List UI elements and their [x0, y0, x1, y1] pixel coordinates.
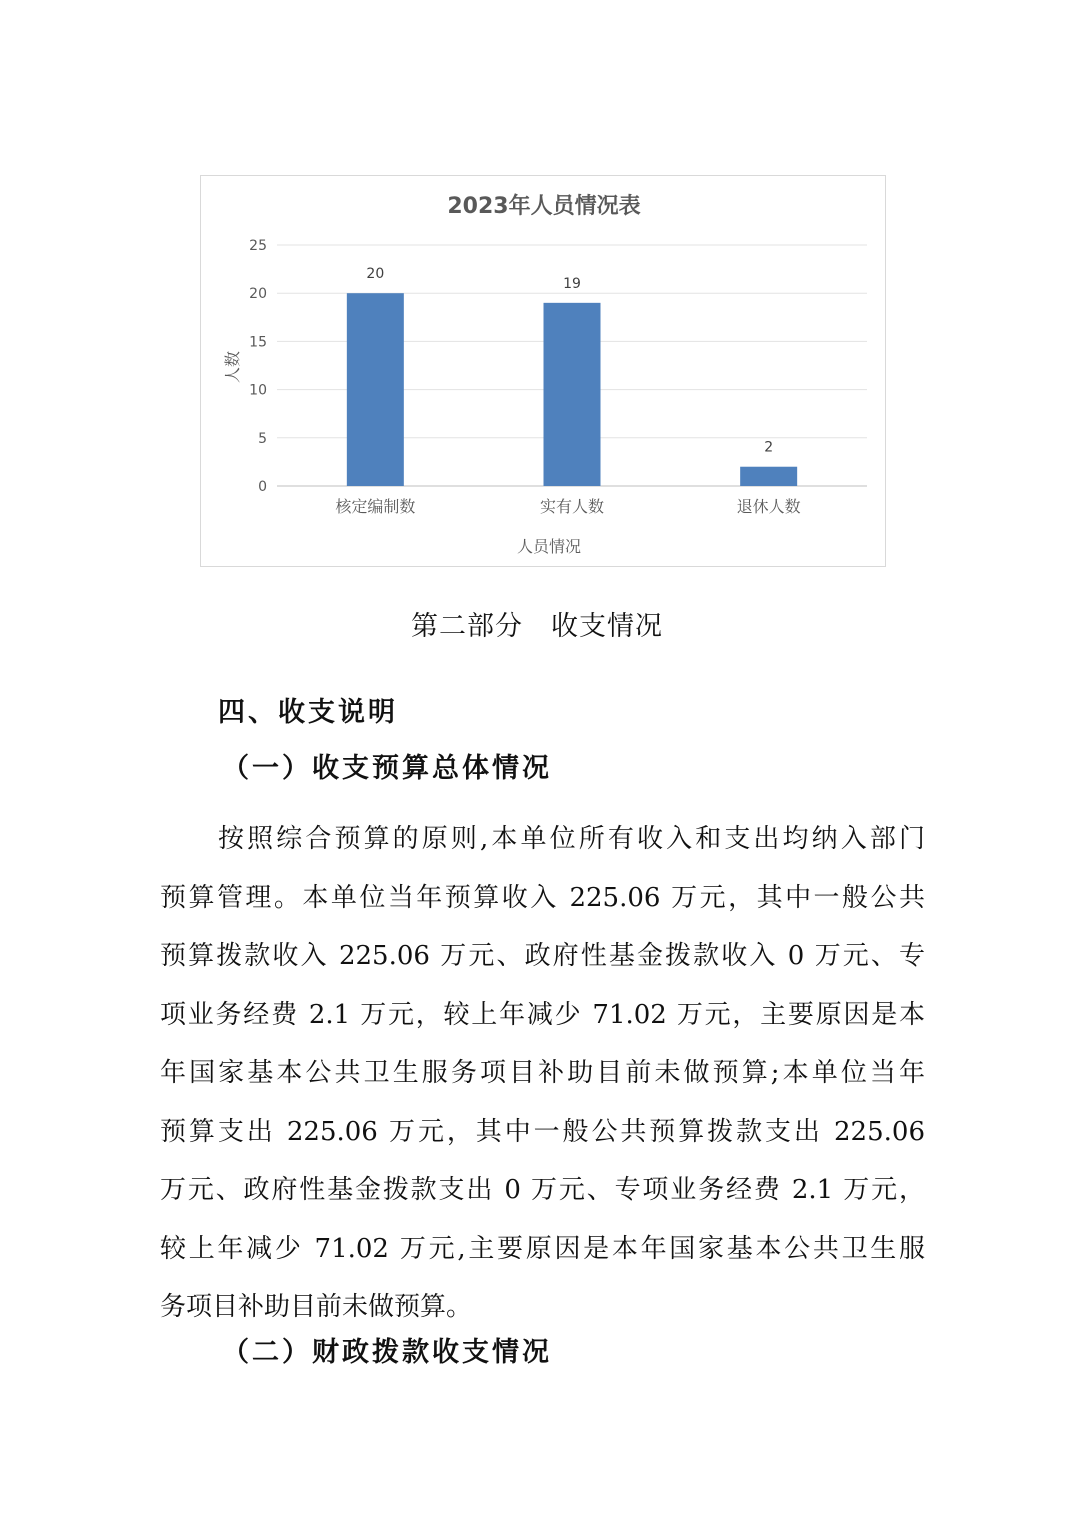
paragraph-line: 项业务经费 2.1 万元，较上年减少 71.02 万元，主要原因是本	[160, 999, 925, 1030]
bar	[347, 293, 404, 486]
data-label: 19	[563, 275, 581, 292]
paragraph-line: 预算管理。本单位当年预算收入 225.06 万元，其中一般公共	[160, 882, 925, 913]
y-tick-label: 20	[249, 286, 267, 303]
x-axis-title: 人员情况	[516, 537, 582, 556]
y-tick-label: 15	[249, 334, 267, 351]
paragraph-line: 万元、政府性基金拨款支出 0 万元、专项业务经费 2.1 万元，	[160, 1175, 925, 1205]
paragraph-line: 较上年减少 71.02 万元,主要原因是本年国家基本公共卫生服	[160, 1233, 925, 1264]
x-tick-label: 核定编制数	[335, 497, 416, 516]
paragraph-line: 务项目补助目前未做预算。	[160, 1292, 473, 1322]
x-tick-label: 退休人数	[736, 497, 801, 516]
part-title: 第二部分 收支情况	[411, 611, 663, 642]
budget-paragraph	[160, 810, 925, 1337]
paragraph-line: 预算支出 225.06 万元，其中一般公共预算拨款支出 225.06	[160, 1116, 925, 1147]
y-axis-title: 人数	[223, 350, 242, 384]
chart-title: 2023年人员情况表	[447, 194, 641, 219]
bar	[740, 467, 797, 486]
y-tick-label: 10	[249, 382, 267, 399]
paragraph-line: 按照综合预算的原则,本单位所有收入和支出均纳入部门	[218, 824, 925, 854]
staff-chart	[200, 175, 886, 567]
data-label: 20	[366, 266, 385, 283]
paragraph-line: 预算拨款收入 225.06 万元、政府性基金拨款收入 0 万元、专	[160, 941, 925, 971]
section-heading: 四、收支说明	[218, 697, 398, 728]
y-tick-label: 25	[249, 238, 267, 254]
y-tick-label: 5	[258, 430, 267, 447]
subheading-fiscal: （二）财政拨款收支情况	[222, 1337, 552, 1368]
bar-chart-svg	[201, 176, 887, 568]
y-tick-label: 0	[258, 479, 267, 495]
x-tick-label: 实有人数	[539, 497, 605, 516]
bar	[544, 303, 601, 486]
data-label: 2	[764, 439, 774, 456]
paragraph-line: 年国家基本公共卫生服务项目补助目前未做预算;本单位当年	[160, 1058, 925, 1088]
subheading-budget-overview: （一）收支预算总体情况	[222, 753, 552, 784]
